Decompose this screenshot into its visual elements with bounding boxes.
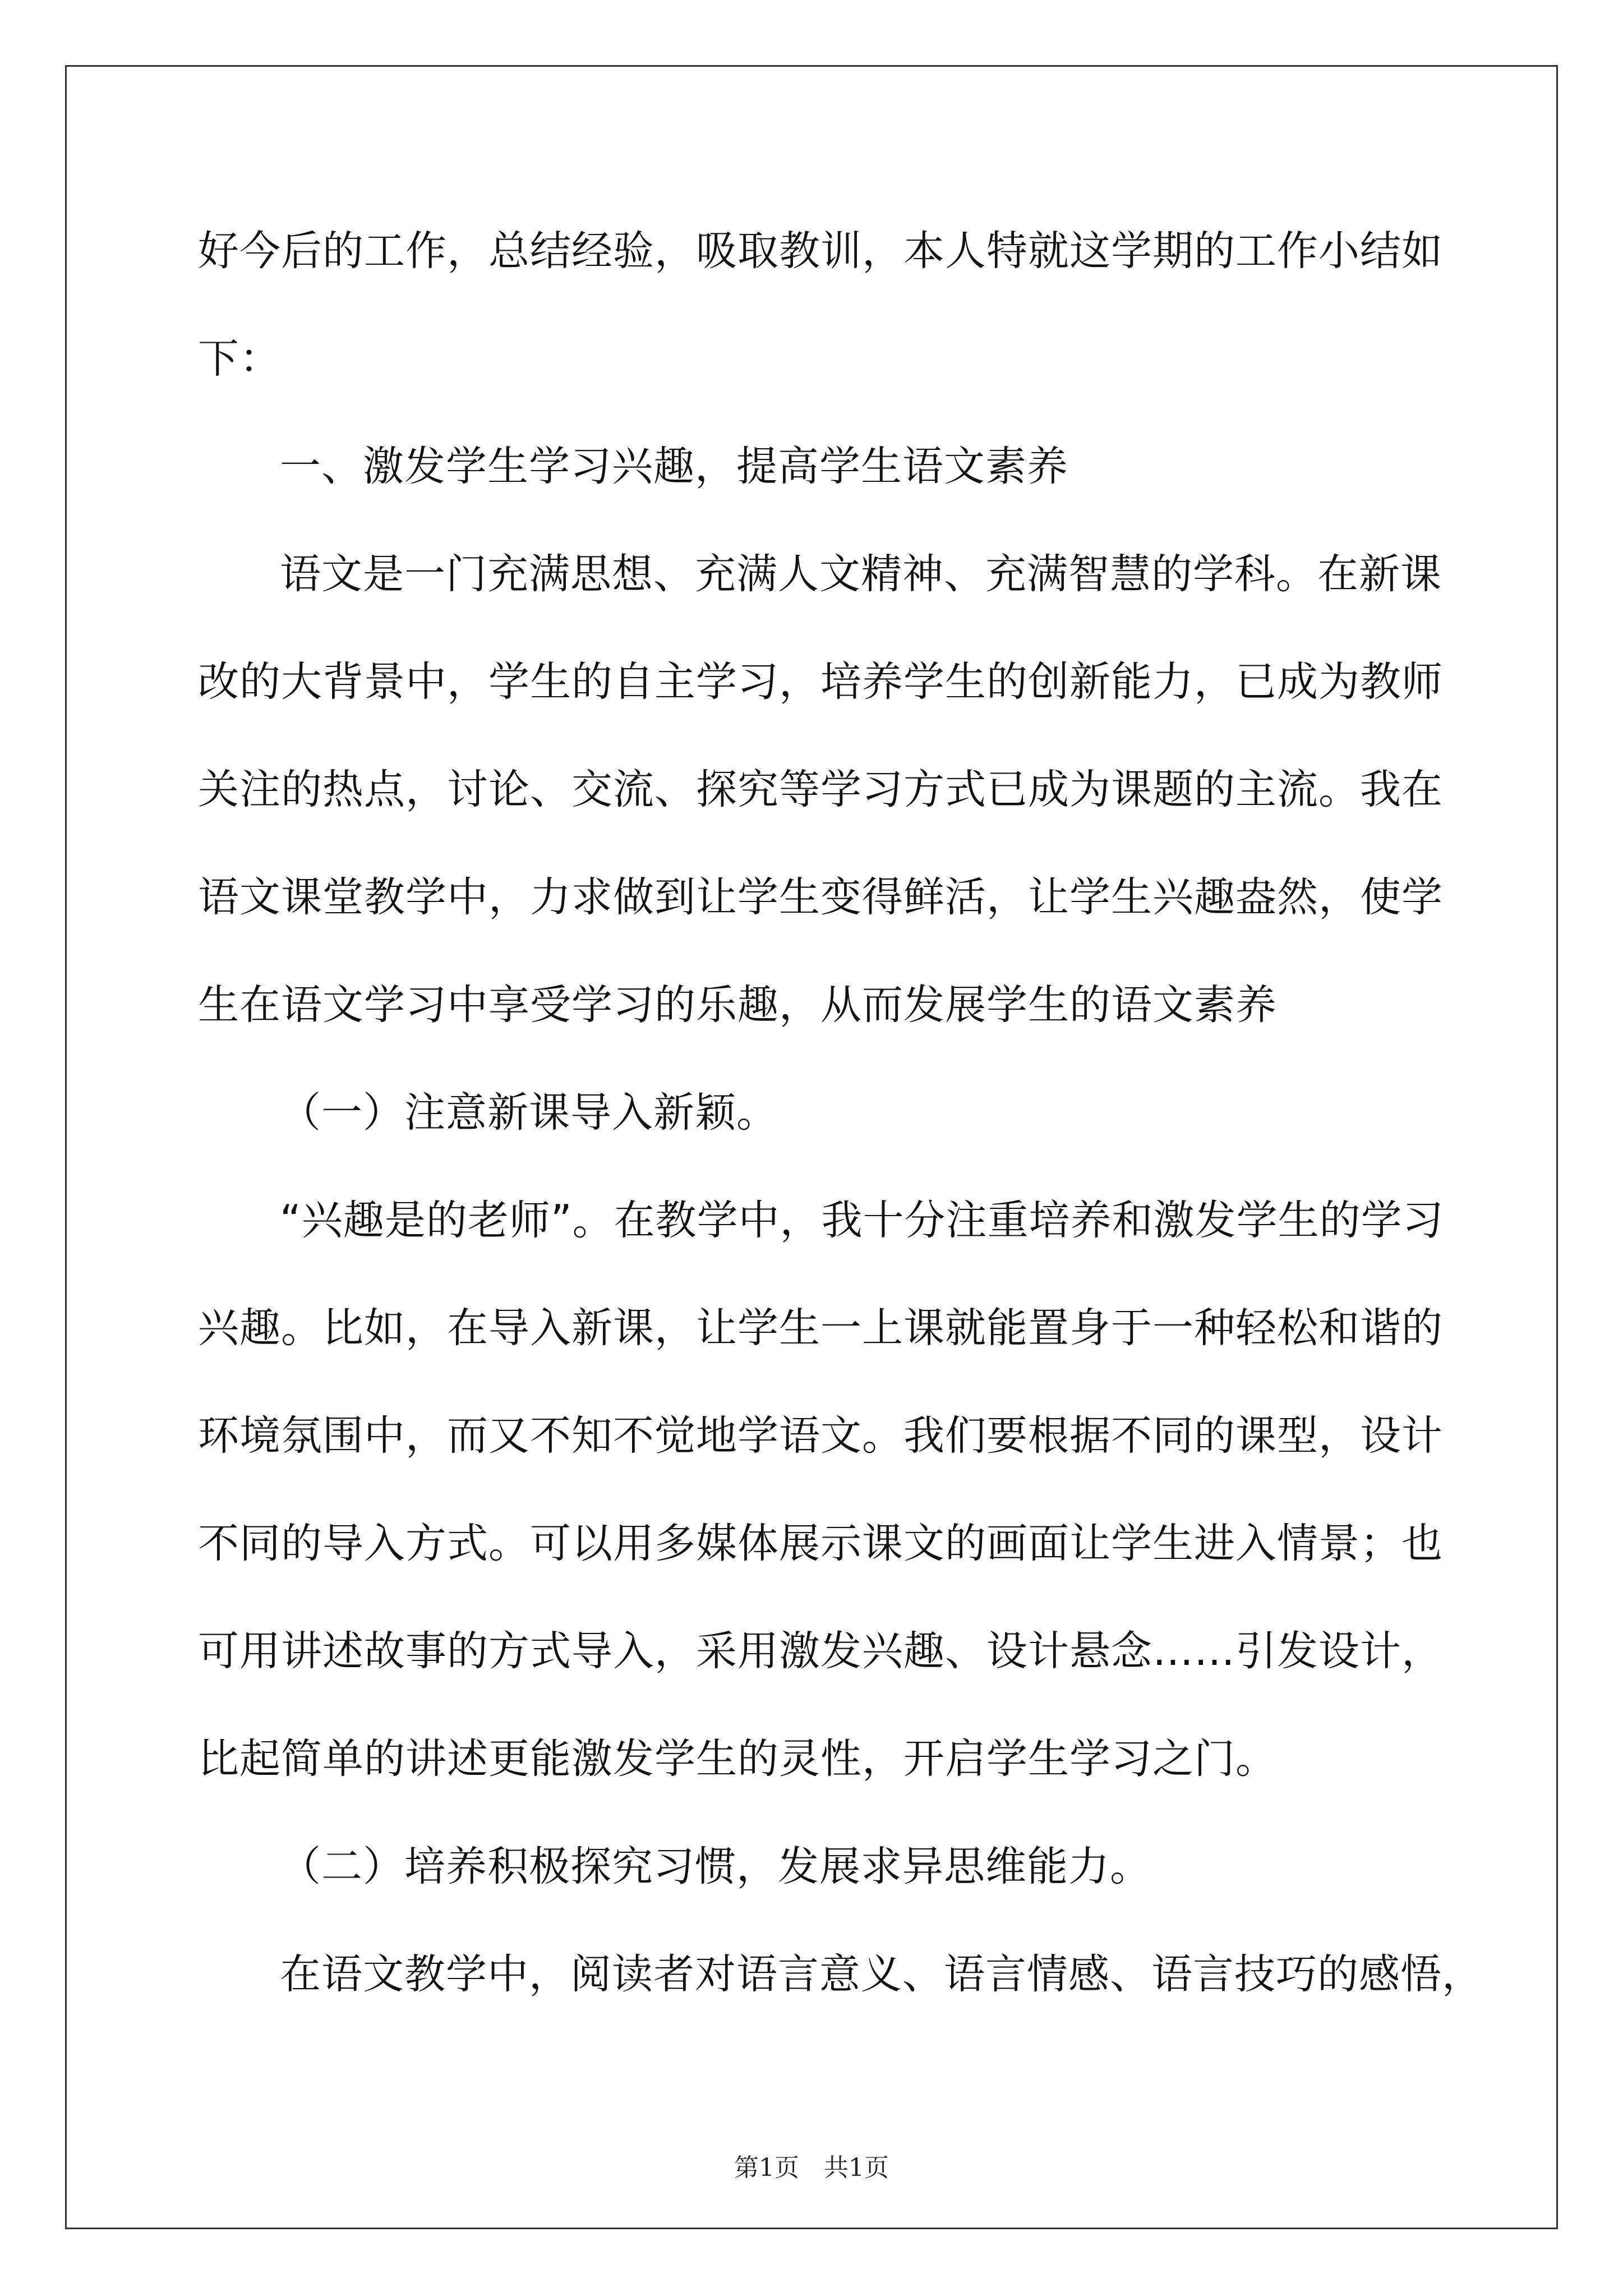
text-line: 可用讲述故事的方式导入，采用激发兴趣、设计悬念……引发设计， [198,1627,1443,1675]
text-line: 改的大背景中，学生的自主学习，培养学生的创新能力，已成为教师 [198,658,1443,706]
text-line: 关注的热点，讨论、交流、探究等学习方式已成为课题的主流。我在 [198,766,1443,813]
text-line: 语文课堂教学中，力求做到让学生变得鲜活，让学生兴趣盎然，使学 [198,873,1443,921]
subsection-heading: （一）注意新课导入新颖。 [280,1089,778,1137]
text-line: 语文是一门充满思想、充满人文精神、充满智慧的学科。在新课 [280,550,1442,598]
text-line: 不同的导入方式。可以用多媒体展示课文的画面让学生进入情景；也 [198,1520,1443,1567]
section-heading: 一、激发学生学习兴趣，提高学生语文素养 [280,443,1068,490]
text-line: 生在语文学习中享受学习的乐趣，从而发展学生的语文素养 [198,981,1277,1029]
page-number: 第1页 共1页 [734,2154,889,2182]
text-line: 在语文教学中，阅读者对语言意义、语言情感、语言技巧的感悟， [280,1950,1483,1998]
subsection-heading: （二）培养积极探究习惯，发展求异思维能力。 [280,1843,1151,1890]
text-line: 好今后的工作，总结经验，吸取教训，本人特就这学期的工作小结如 [198,227,1443,275]
text-line: “兴趣是的老师”。在教学中，我十分注重培养和激发学生的学习 [280,1197,1444,1244]
text-line: 比起简单的讲述更能激发学生的灵性，开启学生学习之门。 [198,1735,1277,1783]
text-line: 兴趣。比如，在导入新课，让学生一上课就能置身于一种轻松和谐的 [198,1304,1443,1352]
page-border [65,65,1558,2229]
text-line: 下： [198,335,281,383]
text-line: 环境氛围中，而又不知不觉地学语文。我们要根据不同的课型，设计 [198,1412,1443,1460]
